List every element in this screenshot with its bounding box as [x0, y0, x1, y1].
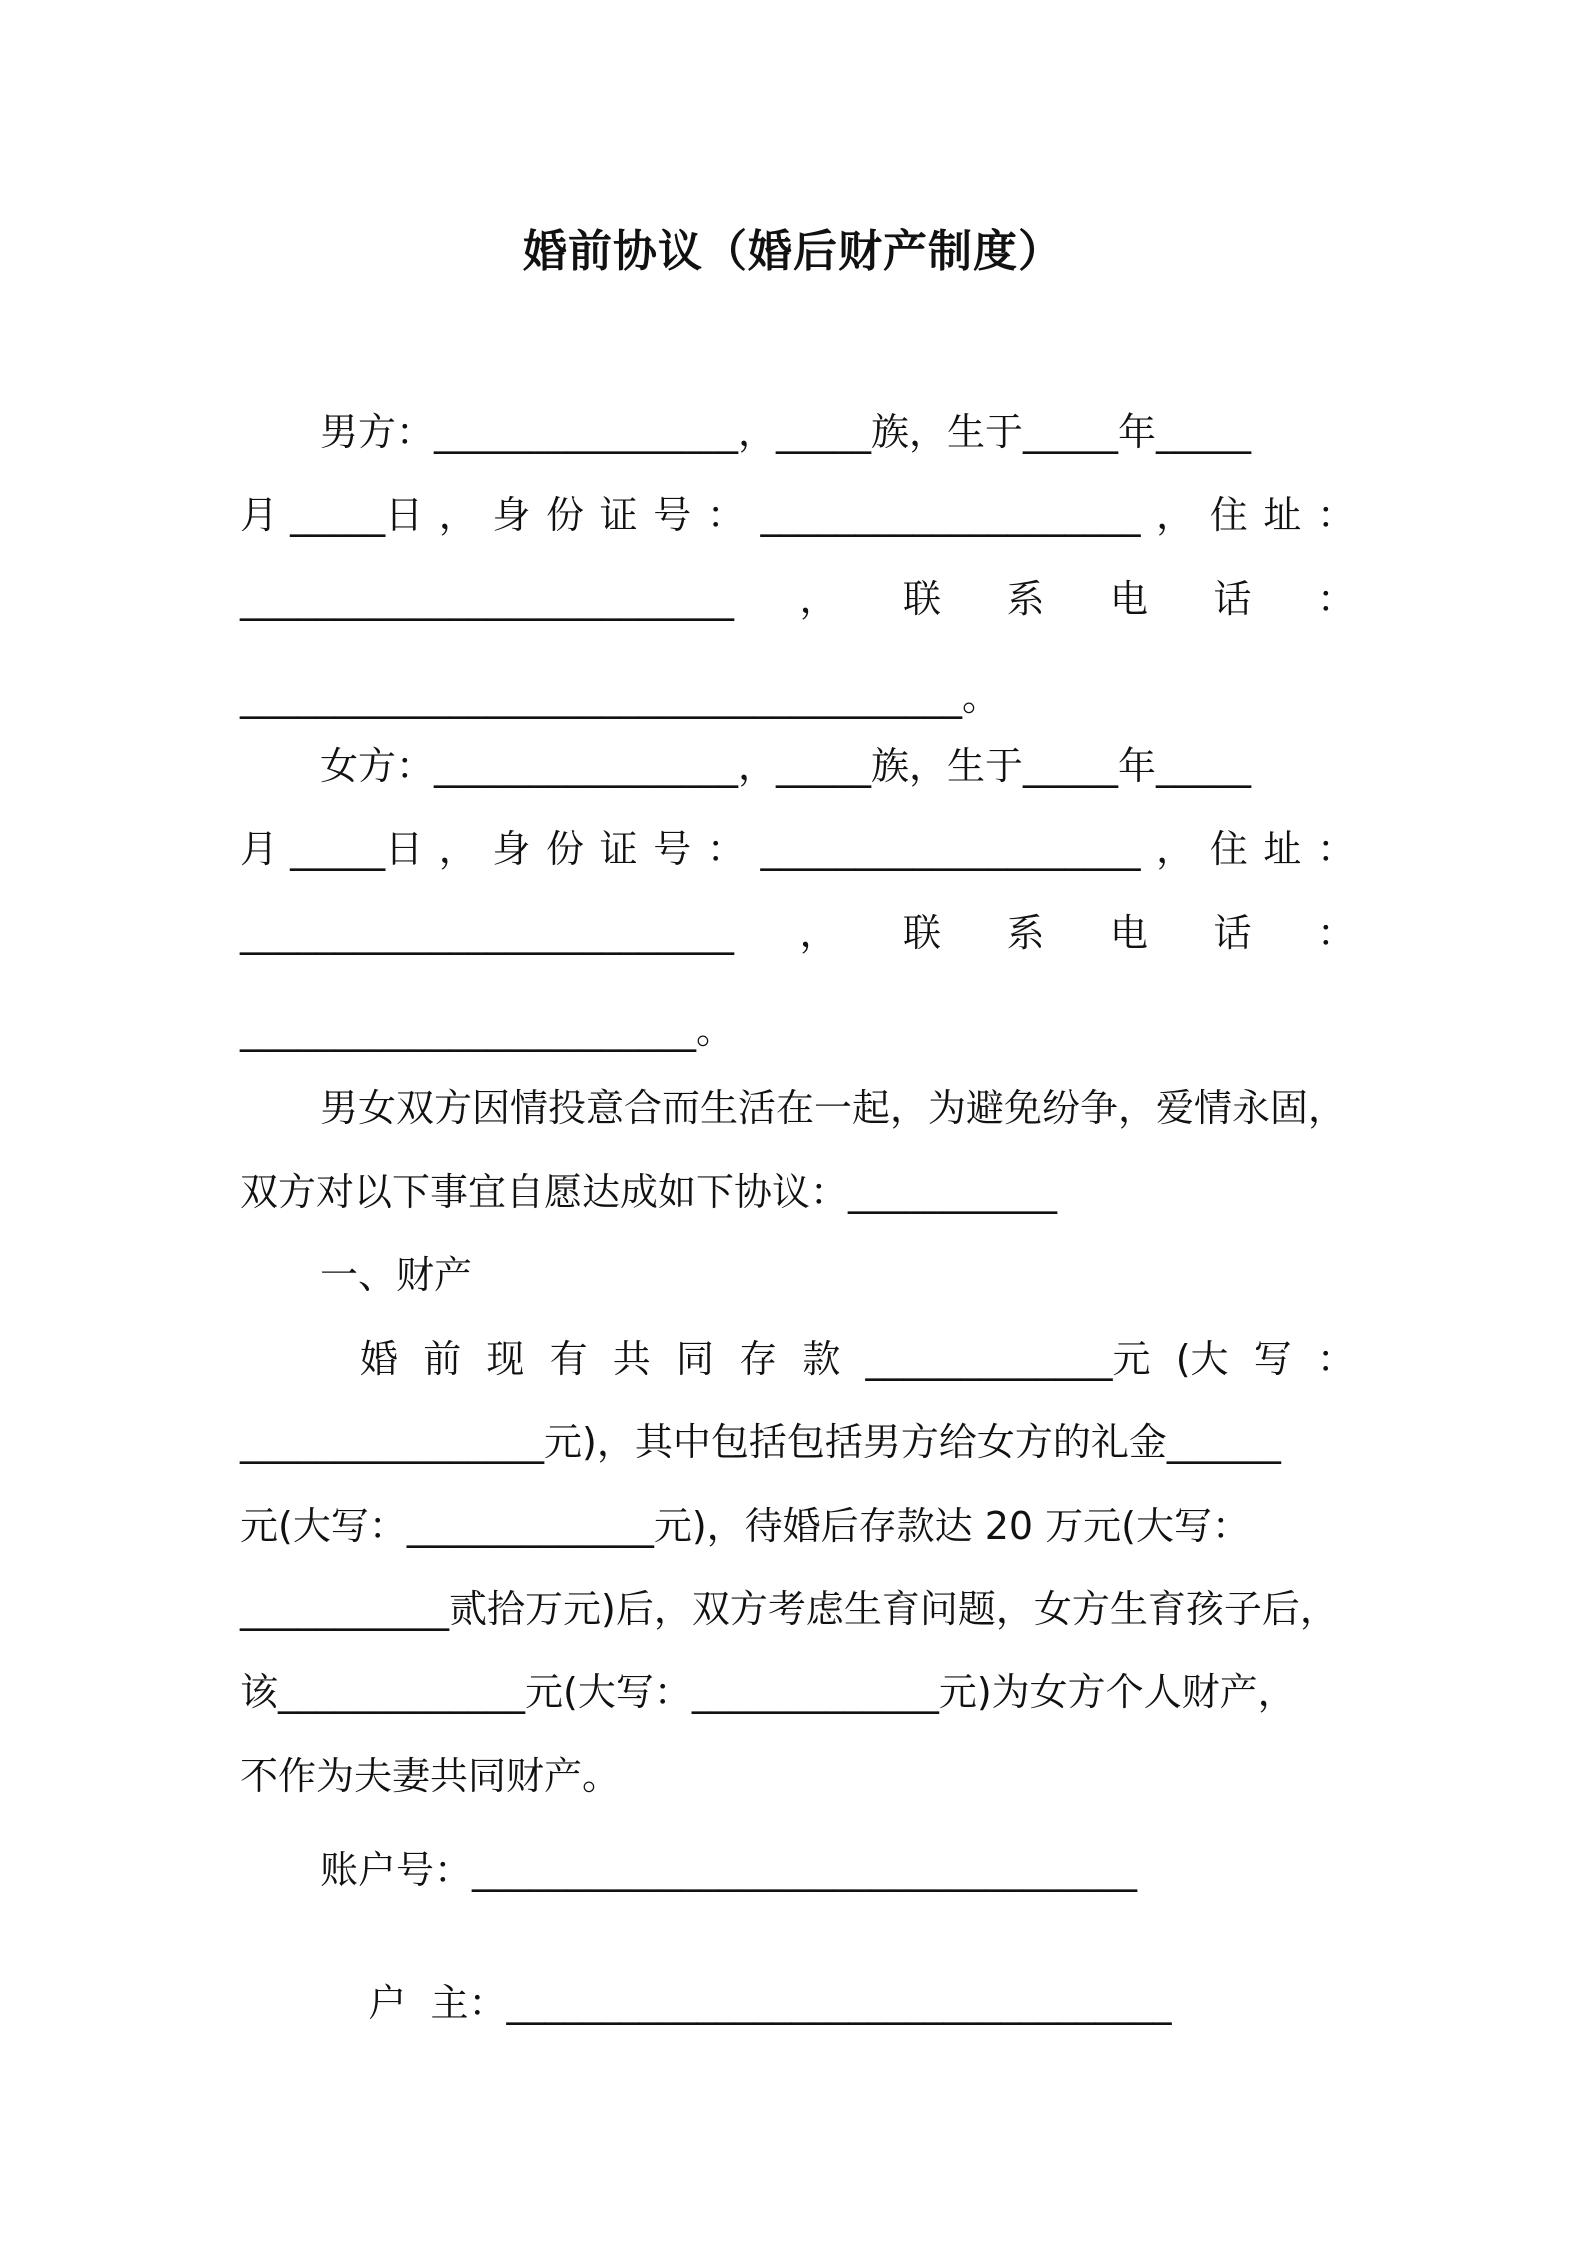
section1-line-1-part: 前 — [423, 1337, 462, 1381]
male-line-2-part: ， — [1156, 493, 1195, 537]
male-line-2-part: 住 — [1209, 493, 1248, 537]
intro-line-1: 男女双方因情投意合而生活在一起，为避免纷争，爱情永固， — [320, 1086, 1347, 1130]
female-line-2-part: ， — [1156, 827, 1195, 871]
female-line-2-part: 证 — [599, 827, 638, 871]
female-line-3 — [240, 908, 1355, 958]
section1-line-4: ___________贰拾万元)后，双方考虑生育问题，女方生育孩子后， — [240, 1587, 1338, 1631]
male-line-2-part: 份 — [545, 493, 584, 537]
female-line-2-part: 住 — [1209, 827, 1248, 871]
male-line-3 — [240, 574, 1355, 624]
female-line-3-part: 联 — [902, 911, 941, 955]
female-line-2 — [240, 824, 1355, 874]
female-line-3-part: ， — [799, 911, 838, 955]
male-line-2-part: ， — [438, 493, 477, 537]
section1-line-1-part: 婚 — [360, 1337, 399, 1381]
section1-line-1-part: (大 — [1175, 1337, 1229, 1381]
account-number-line — [320, 1845, 1137, 1895]
male-line-3-part: ： — [1316, 577, 1355, 621]
intro-line-2: 双方对以下事宜自愿达成如下协议：___________ — [240, 1170, 1058, 1214]
male-line-3-part: 系 — [1006, 577, 1045, 621]
female-line-3-part: 话 — [1213, 911, 1252, 955]
male-line-3-part: 话 — [1213, 577, 1252, 621]
female-line-3-part: ： — [1316, 911, 1355, 955]
male-line-3-part: __________________________ — [240, 577, 734, 621]
female-line-2-part: ____________________ — [760, 827, 1141, 871]
male-line-1: 男方：________________，_____族，生于_____年_____ — [320, 410, 1252, 454]
male-line-2 — [240, 490, 1355, 540]
female-line-1: 女方：________________，_____族，生于_____年_____ — [320, 744, 1252, 788]
male-line-2-part: ____________________ — [760, 493, 1141, 537]
female-line-2-part: 月 _____日 — [240, 827, 424, 871]
section1-line-1-part: 写 — [1253, 1337, 1292, 1381]
female-line-2-part: ， — [438, 827, 477, 871]
female-line-2-part: ： — [706, 827, 745, 871]
female-line-3-part: 系 — [1006, 911, 1045, 955]
male-line-2-part: 身 — [492, 493, 531, 537]
female-line-2-part: 份 — [545, 827, 584, 871]
male-line-2-part: ： — [706, 493, 745, 537]
section1-line-1-part: 存 — [739, 1337, 778, 1381]
account-number-blank: ___________________________________ — [472, 1848, 1138, 1892]
account-owner-label: 户 主： — [368, 1981, 507, 2025]
female-line-2-part: 址 — [1263, 827, 1302, 871]
account-number-label: 账户号： — [320, 1848, 473, 1892]
male-line-2-part: ： — [1316, 493, 1355, 537]
male-line-3-part: ， — [799, 577, 838, 621]
male-line-3-part: 联 — [902, 577, 941, 621]
male-line-2-part: 证 — [599, 493, 638, 537]
male-line-2-part: 号 — [653, 493, 692, 537]
female-line-2-part: 号 — [653, 827, 692, 871]
male-line-4: ______________________________________。 — [240, 675, 1001, 719]
section1-line-1-part: ： — [1316, 1337, 1355, 1381]
document-title: 婚前协议（婚后财产制度） — [523, 226, 1063, 277]
section1-line-1-part: 共 — [612, 1337, 651, 1381]
female-line-2-part: ： — [1316, 827, 1355, 871]
section1-line-1-part: 有 — [549, 1337, 588, 1381]
section1-line-5: 该_____________元(大写：_____________元)为女方个人财产， — [240, 1670, 1296, 1714]
male-line-3-part: 电 — [1109, 577, 1148, 621]
section1-line-1-part: 现 — [486, 1337, 525, 1381]
female-line-2-part: 身 — [492, 827, 531, 871]
section1-line-3: 元(大写：_____________元)，待婚后存款达 20 万元(大写： — [240, 1504, 1250, 1548]
account-owner-line — [320, 1928, 1172, 2078]
female-line-3-part: __________________________ — [240, 911, 734, 955]
section1-line-1-part: 同 — [675, 1337, 714, 1381]
male-line-2-part: 址 — [1263, 493, 1302, 537]
female-line-3-part: 电 — [1109, 911, 1148, 955]
section1-line-6: 不作为夫妻共同财产。 — [240, 1754, 621, 1798]
account-owner-blank: ___________________________________ — [506, 1981, 1172, 2025]
female-line-4: ________________________。 — [240, 1008, 735, 1052]
male-line-2-part: 月 _____日 — [240, 493, 424, 537]
section1-line-1 — [360, 1334, 1355, 1384]
section1-line-2: ________________元)，其中包括包括男方给女方的礼金______ — [240, 1420, 1281, 1464]
section-heading: 一、财产 — [320, 1253, 473, 1297]
section1-line-1-part: _____________元 — [865, 1337, 1151, 1381]
section1-line-1-part: 款 — [802, 1337, 841, 1381]
